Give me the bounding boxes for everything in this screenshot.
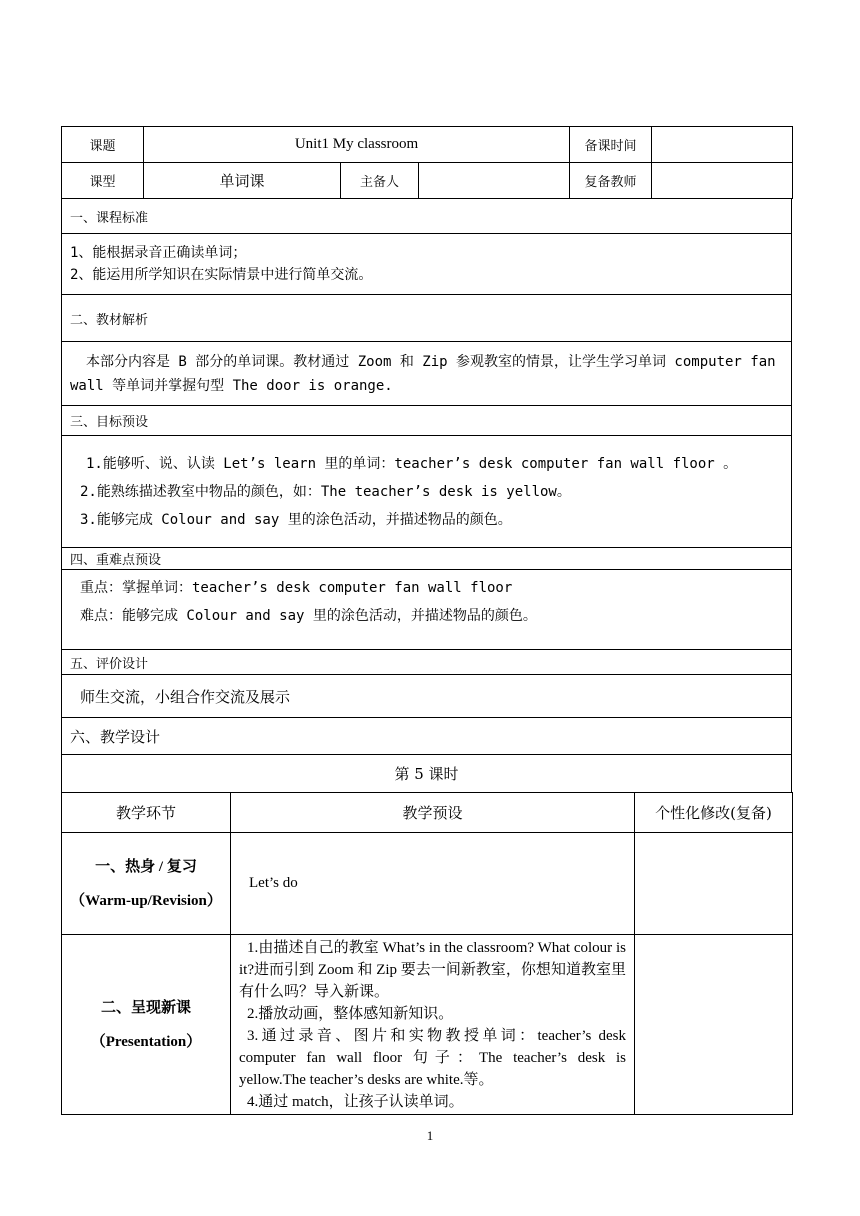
plan-line: 2.播放动画，整体感知新知识。 (247, 1006, 454, 1022)
col-plan-header: 教学预设 (231, 793, 635, 833)
mod-warmup (635, 833, 793, 935)
section-3-title: 三、目标预设 (62, 406, 792, 436)
type-value: 单词课 (144, 163, 341, 199)
prep-time-label: 备课时间 (570, 127, 652, 163)
col-stage-header: 教学环节 (62, 793, 231, 833)
plan-line: Let’s do (249, 875, 298, 891)
stage-title-cn: 一、热身 / 复习 (95, 858, 197, 875)
section-2-content (62, 342, 792, 406)
goal-line: 2.能熟练描述教室中物品的颜色，如：The teacher’s desk is yellow。 (80, 483, 571, 500)
section-2-text: 本部分内容是 B 部分的单词课。教材通过 Zoom 和 Zip 参观教室的情景，让学生学习单词 computer fan wall 等单词并掌握句型 The door is orange. (70, 353, 776, 394)
section-2-title: 二、教材解析 (62, 295, 792, 342)
plan-presentation (231, 935, 635, 1115)
stage-title-en: （Warm-up/Revision） (70, 892, 222, 909)
stage-presentation (62, 935, 231, 1115)
section-4-content (62, 570, 792, 650)
preparer-label: 主备人 (341, 163, 419, 199)
section-4-title: 四、重难点预设 (62, 548, 792, 570)
design-table (61, 792, 793, 1115)
header-table (61, 126, 793, 199)
goal-line: 3.能够完成 Colour and say 里的涂色活动，并描述物品的颜色。 (80, 511, 512, 528)
prep-time-value (652, 127, 793, 163)
stage-warmup (62, 833, 231, 935)
section-1-title: 一、课程标准 (62, 199, 792, 234)
preparer-value (419, 163, 570, 199)
section-5-title: 五、评价设计 (62, 650, 792, 675)
type-label: 课型 (62, 163, 144, 199)
evaluation-text: 师生交流，小组合作交流及展示 (80, 687, 291, 706)
section-1-line: 2、能运用所学知识在实际情景中进行简单交流。 (70, 267, 373, 283)
topic-value: Unit1 My classroom (144, 127, 570, 163)
lesson-plan-document (61, 126, 792, 1115)
sections-table (61, 198, 792, 793)
lesson-number: 第 5 课时 (62, 755, 792, 793)
section-6-title: 六、教学设计 (62, 718, 792, 755)
reviewer-value (652, 163, 793, 199)
page-number: 1 (426, 1128, 434, 1143)
section-1-line: 1、能根据录音正确读单词； (70, 245, 247, 261)
section-5-content (62, 675, 792, 718)
difficult-point-line: 难点：能够完成 Colour and say 里的涂色活动，并描述物品的颜色。 (80, 608, 537, 624)
stage-title-cn: 二、呈现新课 (100, 999, 191, 1016)
reviewer-label: 复备教师 (570, 163, 652, 199)
key-point-line: 重点：掌握单词：teacher’s desk computer fan wall floor (80, 580, 513, 596)
plan-line: 1.由描述自己的教室 What’s in the classroom? What colour is it?进而引到 Zoom 和 Zip 要去一间新教室，你想知道教室里有什么吗？导入新课。 (239, 940, 626, 1000)
goal-line: 1.能够听、说、认读 Let’s learn 里的单词：teacher’s desk computer fan wall floor 。 (86, 455, 738, 472)
plan-warmup (231, 833, 635, 935)
plan-line: 4.通过 match，让孩子认读单词。 (247, 1094, 464, 1110)
plan-line: 3.通过录音、图片和实物教授单词：teacher’s desk computer fan wall floor 句子：The teacher’s desk is yellow.The teacher’s desks are white.等。 (239, 1028, 626, 1088)
col-mod-header: 个性化修改(复备) (635, 793, 793, 833)
stage-title-en: （Presentation） (90, 1033, 202, 1050)
mod-presentation (635, 935, 793, 1115)
topic-label: 课题 (62, 127, 144, 163)
section-1-content (62, 234, 792, 295)
section-3-content (62, 436, 792, 548)
